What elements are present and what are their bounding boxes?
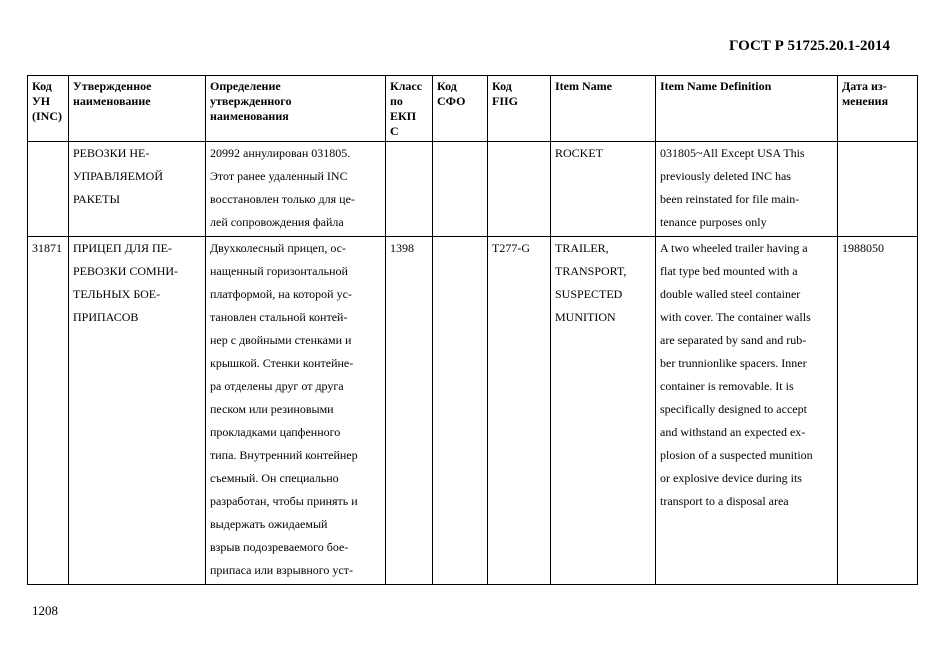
cell-text-line: взрыв подозреваемого бое- <box>210 540 349 554</box>
cell-fiig <box>488 237 551 585</box>
cell-text-line: transport to a disposal area <box>660 494 789 508</box>
cell-text-line: and withstand an expected ex- <box>660 425 806 439</box>
cell-text-line: plosion of a suspected munition <box>660 448 813 462</box>
cell-text-line: разработан, чтобы принять и <box>210 494 358 508</box>
cell-text-line: С <box>390 124 399 138</box>
cell-text-line: Код <box>32 79 52 93</box>
cell-text-line: нер с двойными стенками и <box>210 333 352 347</box>
header-item-definition <box>656 76 838 142</box>
cell-inc <box>28 142 69 237</box>
cell-class <box>386 237 433 585</box>
cell-text-line: 031805~All Except USA This <box>660 146 805 160</box>
cell-text-line: been reinstated for file main- <box>660 192 800 206</box>
cell-text-line: РАКЕТЫ <box>73 192 120 206</box>
cell-text-line: наименования <box>210 109 289 123</box>
cell-text-line: Код <box>437 79 457 93</box>
table-row <box>28 142 918 237</box>
cell-sfo <box>433 237 488 585</box>
cell-text-line: container is removable. It is <box>660 379 794 393</box>
cell-text-line: TRAILER, <box>555 241 609 255</box>
standard-header: ГОСТ Р 51725.20.1-2014 <box>728 38 890 54</box>
cell-text-line: по <box>390 94 403 108</box>
cell-item-name <box>551 142 656 237</box>
header-class <box>386 76 433 142</box>
cell-text-line: ЕКП <box>390 109 417 123</box>
cell-approved-name <box>69 142 206 237</box>
cell-text-line: лей сопровождения файла <box>210 215 344 229</box>
cell-text-line: ber trunnionlike spacers. Inner <box>660 356 807 370</box>
header-definition <box>206 76 386 142</box>
cell-text-line: Код <box>492 79 512 93</box>
cell-text-line: 1398 <box>390 241 414 255</box>
cell-text-line: specifically designed to accept <box>660 402 807 416</box>
cell-text-line: типа. Внутренний контейнер <box>210 448 358 462</box>
cell-text-line: Определение <box>210 79 281 93</box>
cell-text-line: Класс <box>390 79 423 93</box>
cell-text-line: припаса или взрывного уст- <box>210 563 353 577</box>
table-header-row <box>28 76 918 142</box>
cell-text-line: double walled steel container <box>660 287 801 301</box>
cell-text-line: A two wheeled trailer having a <box>660 241 808 255</box>
cell-approved-name <box>69 237 206 585</box>
cell-text-line: ПРИЦЕП ДЛЯ ПЕ- <box>73 241 172 255</box>
cell-text-line: платформой, на которой ус- <box>210 287 352 301</box>
cell-text-line: ТЕЛЬНЫХ БОЕ- <box>73 287 161 301</box>
cell-text-line: (INC) <box>32 109 62 123</box>
page-number: 1208 <box>32 603 58 618</box>
cell-text-line: утвержденного <box>210 94 292 108</box>
cell-text-line: tenance purposes only <box>660 215 767 229</box>
spec-table <box>27 75 918 585</box>
cell-definition <box>206 237 386 585</box>
cell-text-line: ROCKET <box>555 146 603 160</box>
cell-text-line: or explosive device during its <box>660 471 802 485</box>
cell-text-line: крышкой. Стенки контейне- <box>210 356 354 370</box>
cell-text-line: MUNITION <box>555 310 616 324</box>
cell-text-line: Дата из- <box>842 79 887 93</box>
cell-text-line: тановлен стальной контей- <box>210 310 348 324</box>
cell-date <box>838 237 918 585</box>
cell-definition <box>206 142 386 237</box>
cell-text-line: FIIG <box>492 94 519 108</box>
cell-text-line: нащенный горизонтальной <box>210 264 348 278</box>
cell-text-line: 1988050 <box>842 241 884 255</box>
cell-text-line: Двухколесный прицеп, ос- <box>210 241 346 255</box>
cell-text-line: TRANSPORT, <box>555 264 627 278</box>
header-item-name <box>551 76 656 142</box>
cell-text-line: УН <box>32 94 51 108</box>
cell-text-line: выдержать ожидаемый <box>210 517 328 531</box>
cell-text-line: flat type bed mounted with a <box>660 264 798 278</box>
cell-fiig <box>488 142 551 237</box>
cell-item-name <box>551 237 656 585</box>
cell-text-line: восстановлен только для це- <box>210 192 355 206</box>
cell-text-line: УПРАВЛЯЕМОЙ <box>73 169 163 183</box>
cell-text-line: РЕВОЗКИ СОМНИ- <box>73 264 179 278</box>
cell-text-line: менения <box>842 94 889 108</box>
header-inc <box>28 76 69 142</box>
header-date <box>838 76 918 142</box>
cell-text-line: прокладками цапфенного <box>210 425 341 439</box>
header-sfo <box>433 76 488 142</box>
cell-text-line: съемный. Он специально <box>210 471 339 485</box>
cell-text-line: T277-G <box>492 241 530 255</box>
cell-text-line: ПРИПАСОВ <box>73 310 139 324</box>
cell-text-line: Этот ранее удаленный INC <box>210 169 348 183</box>
cell-text-line: are separated by sand and rub- <box>660 333 807 347</box>
cell-date <box>838 142 918 237</box>
table-row <box>28 237 918 585</box>
cell-text-line: Утвержденное <box>73 79 152 93</box>
cell-inc <box>28 237 69 585</box>
cell-text-line: ра отделены друг от друга <box>210 379 344 393</box>
cell-text-line: РЕВОЗКИ НЕ- <box>73 146 150 160</box>
cell-text-line: SUSPECTED <box>555 287 623 301</box>
cell-text-line: with cover. The container walls <box>660 310 811 324</box>
cell-text-line: СФО <box>437 94 466 108</box>
cell-text-line: песком или резиновыми <box>210 402 334 416</box>
cell-text-line: previously deleted INC has <box>660 169 791 183</box>
header-approved-name <box>69 76 206 142</box>
cell-item-definition <box>656 237 838 585</box>
cell-item-definition <box>656 142 838 237</box>
cell-text-line: Item Name Definition <box>660 79 772 93</box>
cell-text-line: 20992 аннулирован 031805. <box>210 146 351 160</box>
cell-text-line: наименование <box>73 94 151 108</box>
cell-class <box>386 142 433 237</box>
cell-text-line: Item Name <box>555 79 612 93</box>
cell-text-line: 31871 <box>32 241 62 255</box>
header-fiig <box>488 76 551 142</box>
cell-sfo <box>433 142 488 237</box>
